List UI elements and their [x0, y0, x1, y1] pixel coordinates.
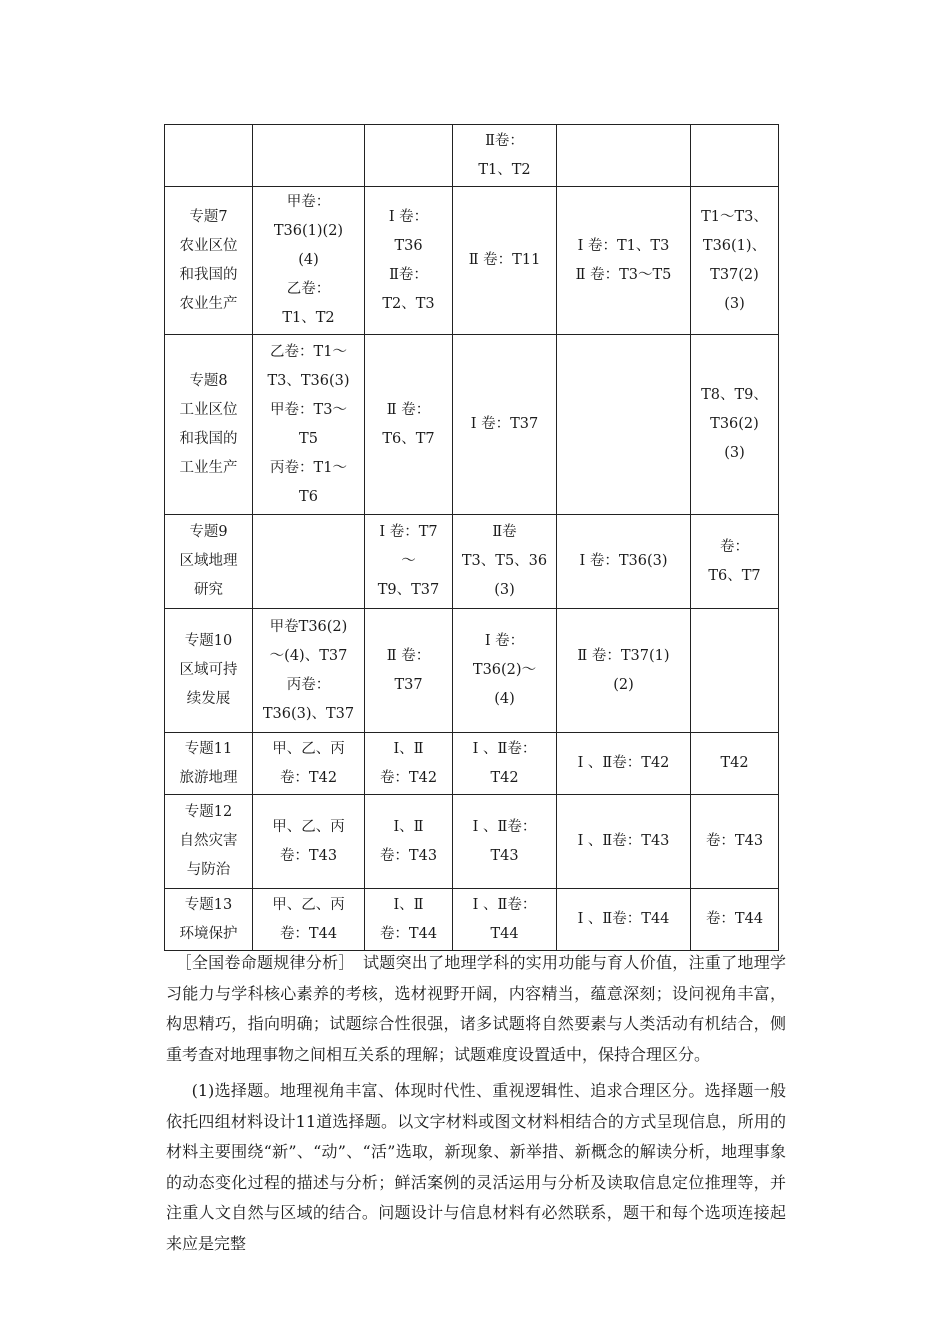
- table-cell: [365, 125, 453, 187]
- table-row: [165, 187, 779, 335]
- exam-analysis-table: [164, 124, 779, 951]
- table-cell: 卷： T6、T7: [691, 515, 779, 609]
- table-cell: [691, 609, 779, 733]
- table-cell: 甲卷： T36(1)(2) (4) 乙卷： T1、T2: [253, 187, 365, 335]
- table-cell: T1～T3、 T36(1)、 T37(2) (3): [691, 187, 779, 335]
- table-cell: Ⅰ 卷： T36(2)～ (4): [453, 609, 557, 733]
- table-cell: Ⅰ 卷：T37: [453, 335, 557, 515]
- table-row: [165, 733, 779, 795]
- table-cell: Ⅰ 卷：T1、T3 Ⅱ 卷：T3～T5: [557, 187, 691, 335]
- choice-question-paragraph: (1)选择题。地理视角丰富、体现时代性、重视逻辑性、追求合理区分。选择题一般依托四组材料设计11道选择题。以文字材料或图文材料相结合的方式呈现信息，所用的材料主要围绕“新”、“动”、“活”选取，新现象、新举措、新概念的解读分析，地理事象的动态变化过程的描述与分析；鲜活案例的灵活运用与分析及读取信息定位推理等，并注重人文自然与区域的结合。问题设计与信息材料有必然联系，题干和每个选项连接起来应是完整: [166, 1081, 786, 1253]
- table-cell: Ⅰ 卷： T36 Ⅱ卷： T2、T3: [365, 187, 453, 335]
- table-cell: Ⅰ、Ⅱ 卷：T43: [365, 795, 453, 889]
- table-cell: Ⅰ 、Ⅱ卷：T44: [557, 889, 691, 951]
- table-cell: Ⅱ 卷： T6、T7: [365, 335, 453, 515]
- table-cell: Ⅰ 、Ⅱ卷：T42: [557, 733, 691, 795]
- table-cell: 专题8 工业区位 和我国的 工业生产: [165, 335, 253, 515]
- table-cell: 卷：T43: [691, 795, 779, 889]
- table-cell: 专题11 旅游地理: [165, 733, 253, 795]
- table-cell: Ⅰ、Ⅱ 卷：T44: [365, 889, 453, 951]
- table-cell: 甲、乙、丙 卷：T44: [253, 889, 365, 951]
- table-cell: Ⅱ卷 T3、T5、36 (3): [453, 515, 557, 609]
- table-cell: T42: [691, 733, 779, 795]
- table-cell: Ⅰ 卷：T7 ～ T9、T37: [365, 515, 453, 609]
- table-cell: 甲、乙、丙 卷：T42: [253, 733, 365, 795]
- table-cell: Ⅰ 、Ⅱ卷： T44: [453, 889, 557, 951]
- table-cell: T8、T9、 T36(2) (3): [691, 335, 779, 515]
- table-row: [165, 889, 779, 951]
- table-cell: [253, 515, 365, 609]
- table-cell: Ⅱ 卷： T37: [365, 609, 453, 733]
- table-cell: [253, 125, 365, 187]
- table-row: [165, 335, 779, 515]
- table-row: [165, 125, 779, 187]
- table-cell: [557, 335, 691, 515]
- table-cell: 专题13 环境保护: [165, 889, 253, 951]
- analysis-section: [166, 948, 786, 1259]
- table-row: [165, 515, 779, 609]
- table-cell: Ⅰ 、Ⅱ卷： T43: [453, 795, 557, 889]
- table-cell: Ⅰ 卷：T36(3): [557, 515, 691, 609]
- analysis-paragraph: ［全国卷命题规律分析］ 试题突出了地理学科的实用功能与育人价值，注重了地理学习能力与学科核心素养的考核，选材视野开阔，内容精当，蕴意深刻；设问视角丰富，构思精巧，指向明确；试题综合性很强，诸多试题将自然要素与人类活动有机结合，侧重考查对地理事物之间相互关系的理解；试题难度设置适中，保持合理区分。: [166, 953, 786, 1064]
- table-cell: [691, 125, 779, 187]
- table-cell: [557, 125, 691, 187]
- table-row: [165, 795, 779, 889]
- table-cell: Ⅰ 、Ⅱ卷： T42: [453, 733, 557, 795]
- table-cell: 专题12 自然灾害 与防治: [165, 795, 253, 889]
- table-cell: 专题9 区域地理 研究: [165, 515, 253, 609]
- table-cell: 乙卷：T1～ T3、T36(3) 甲卷：T3～ T5 丙卷：T1～ T6: [253, 335, 365, 515]
- table-cell: 专题10 区域可持 续发展: [165, 609, 253, 733]
- table-row: [165, 609, 779, 733]
- table-cell: [165, 125, 253, 187]
- table-cell: 甲卷T36(2) ～(4)、T37 丙卷： T36(3)、T37: [253, 609, 365, 733]
- table-cell: Ⅱ卷： T1、T2: [453, 125, 557, 187]
- table-cell: Ⅰ 、Ⅱ卷：T43: [557, 795, 691, 889]
- table-cell: Ⅰ、Ⅱ 卷：T42: [365, 733, 453, 795]
- table-cell: 甲、乙、丙 卷：T43: [253, 795, 365, 889]
- table-cell: 专题7 农业区位 和我国的 农业生产: [165, 187, 253, 335]
- table-cell: Ⅱ 卷：T37(1) (2): [557, 609, 691, 733]
- table-cell: Ⅱ 卷：T11: [453, 187, 557, 335]
- table-cell: 卷：T44: [691, 889, 779, 951]
